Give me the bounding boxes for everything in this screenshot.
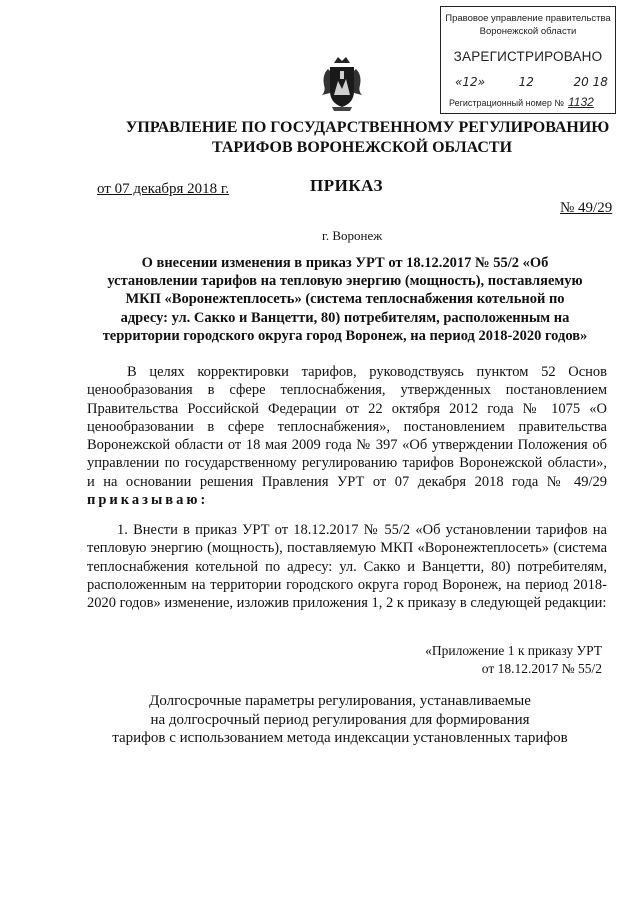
- authority-name-line1: УПРАВЛЕНИЕ ПО ГОСУДАРСТВЕННОМУ РЕГУЛИРОВАНИЮ: [125, 119, 610, 136]
- appendix-line1: «Приложение 1 к приказу УРТ: [425, 643, 602, 658]
- order-word: приказываю:: [87, 492, 209, 509]
- stamp-registered-label: ЗАРЕГИСТРИРОВАНО: [453, 49, 603, 64]
- stamp-org-line2: Воронежской области: [479, 26, 577, 37]
- stamp-date-month: 12: [518, 75, 534, 89]
- stamp-date-day: «12»: [455, 75, 486, 89]
- stamp-number-label: Регистрационный номер №: [449, 98, 565, 108]
- stamp-number-value: 1132: [568, 95, 594, 109]
- clause-1-paragraph: 1. Внести в приказ УРТ от 18.12.2017 № 55/2 «Об установлении тарифов на тепловую энергию (мощность), поставляемую МКП «Воронежтеплосеть» (система теплоснабжения котельной по адресу: ул. Сакко и Ванцетти, 80) потребителям, расположенным на территории городского округа город Воронеж, на период 2018-2020 годов» изменение, изложив приложения 1, 2 к приказу в следующей редакции:: [87, 522, 607, 612]
- long-term-parameters-heading: [60, 692, 620, 748]
- stamp-date-year: 20 18: [573, 75, 608, 89]
- registration-stamp: [440, 6, 616, 114]
- document-date: от 07 декабря 2018 г.: [97, 181, 230, 197]
- params-line3: тарифов с использованием метода индексации установленных тарифов: [112, 730, 568, 746]
- appendix-line2: от 18.12.2017 № 55/2: [481, 661, 602, 676]
- preamble-text: В целях корректировки тарифов, руководствуясь пунктом 52 Основ ценообразования в сфере теплоснабжения, утвержденных постановлением Правительства Российской Федерации от 22 октября 2012 года № 1075 «О ценообразовании в сфере теплоснабжения», постановлением правительства Воронежской области от 18 мая 2009 года № 397 «Об утверждении Положения об управлении по государственному регулированию тарифов Воронежской области», и на основании решения Правления УРТ от 07 декабря 2018 года № 49/29: [87, 364, 607, 490]
- stamp-date: [455, 75, 611, 89]
- appendix-reference: [425, 642, 602, 678]
- stamp-organization: [441, 12, 615, 38]
- authority-name-line2: ТАРИФОВ ВОРОНЕЖСКОЙ ОБЛАСТИ: [211, 139, 513, 156]
- stamp-org-line1: Правовое управление правительства: [445, 13, 611, 24]
- params-line2: на долгосрочный период регулирования для формирования: [150, 711, 530, 728]
- document-city: г. Воронеж: [322, 228, 383, 243]
- document-number: № 49/29: [560, 200, 613, 216]
- document-subject: О внесении изменения в приказ УРТ от 18.12.2017 № 55/2 «Об установлении тарифов на тепловую энергию (мощность), поставляемую МКП «Воронежтеплосеть» (система теплоснабжения котельной по адресу: ул. Сакко и Ванцетти, 80) потребителям, расположенным на территории городского округа город Воронеж, на период 2018-2020 годов»: [102, 255, 588, 344]
- params-line1: Долгосрочные параметры регулирования, устанавливаемые: [149, 693, 531, 709]
- document-type: ПРИКАЗ: [310, 176, 383, 195]
- stamp-number: [449, 95, 594, 109]
- preamble-paragraph: [87, 363, 607, 509]
- coat-of-arms-icon: [318, 55, 366, 113]
